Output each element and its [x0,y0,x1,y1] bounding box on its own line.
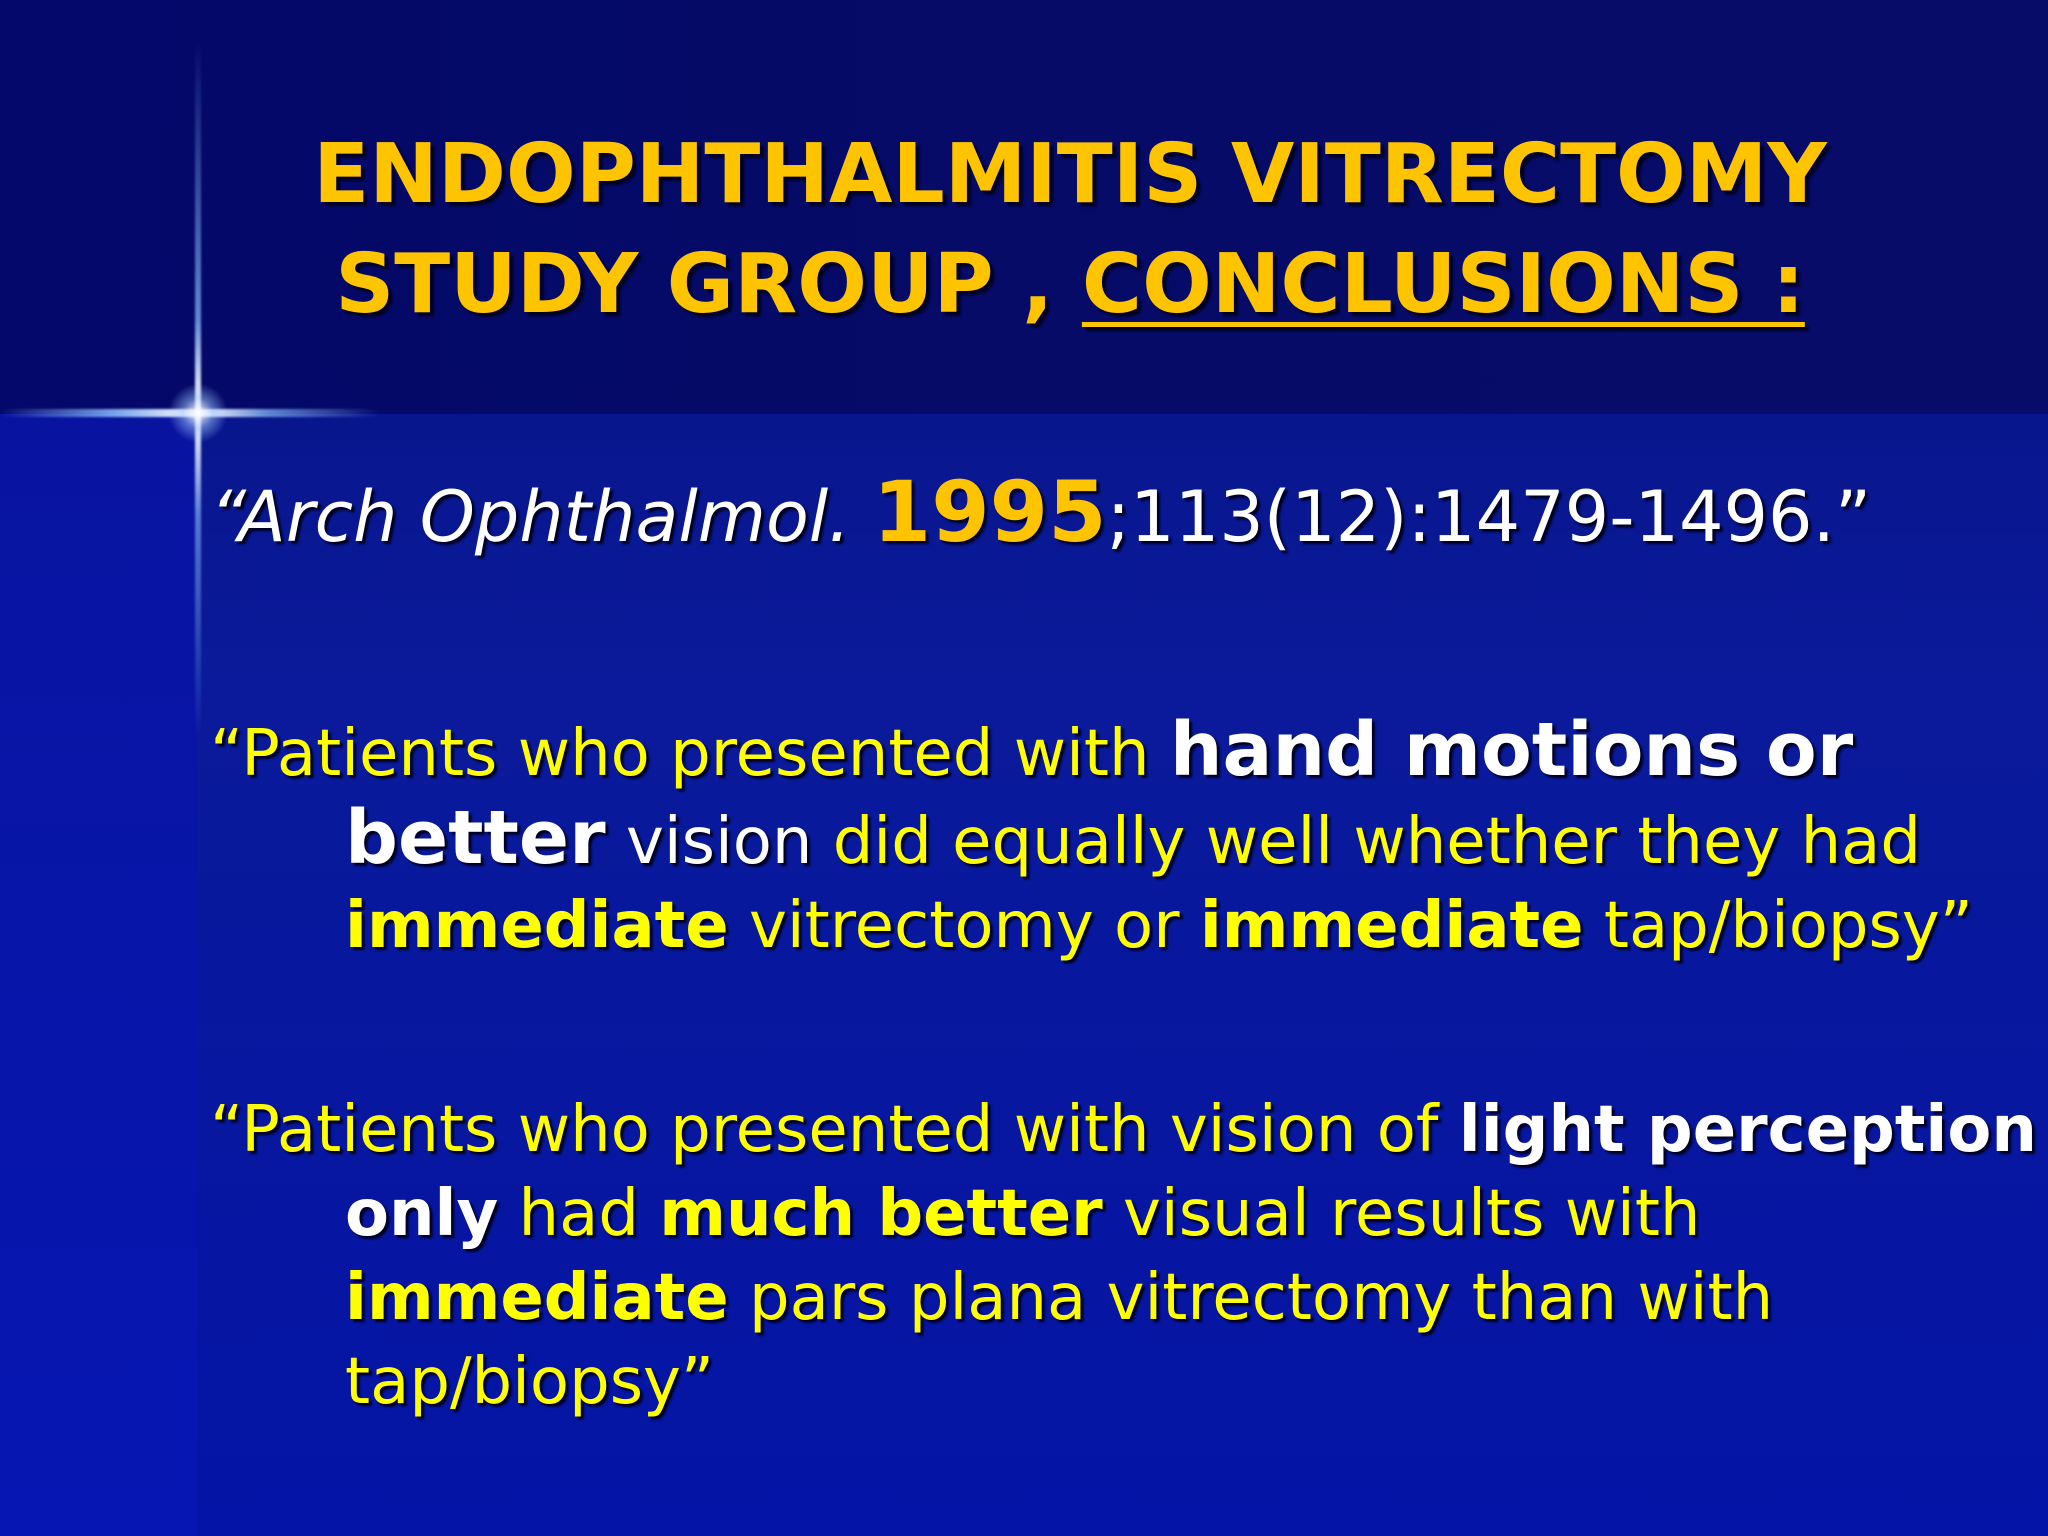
conclusion-1-emphasis: hand motions or [1169,707,1854,793]
conclusion-1-line-3 [210,884,1973,968]
title-line-2-prefix: STUDY GROUP , [335,237,1082,332]
title-line-1: ENDOPHTHALMITIS VITRECTOMY [313,127,1827,222]
conclusion-2-text: visual results with [1102,1177,1701,1251]
conclusion-1-text: tap/biopsy” [1583,889,1973,963]
citation [210,462,1871,567]
conclusion-2-text: had [498,1177,660,1251]
conclusion-2-line-2 [210,1172,1970,1256]
conclusion-1-line-1 [210,708,1970,796]
conclusion-1-text: vision [605,805,813,879]
left-band [0,414,197,1536]
slide-title [220,120,1920,340]
conclusion-2-text: pars plana vitrectomy than with [728,1261,1774,1335]
citation-rest: ;113(12):1479-1496.” [1106,476,1872,558]
citation-journal: Arch Ophthalmol. [237,476,851,558]
conclusion-2-text: “Patients who presented with vision of [210,1093,1459,1167]
conclusion-2-emphasis: much better [659,1177,1103,1251]
conclusion-2-line-1 [210,1088,2037,1172]
conclusion-2-emphasis: only [345,1177,499,1251]
star-glow [168,383,228,443]
conclusion-1-emphasis: better [345,795,606,881]
conclusion-1-emphasis: immediate [1199,889,1584,963]
conclusion-2-text: tap/biopsy” [345,1345,715,1419]
conclusion-2-line-3 [210,1256,1970,1340]
conclusion-1-line-2 [210,796,1970,884]
conclusion-1-text: “Patients who presented with [210,717,1170,791]
conclusion-1-text: did equally well whether they had [812,805,1921,879]
conclusion-1 [210,707,1973,968]
title-line-2 [220,230,1920,340]
conclusion-1-text: vitrectomy or [728,889,1200,963]
citation-year: 1995 [872,463,1107,561]
conclusion-1-emphasis: immediate [345,889,729,963]
conclusion-2-emphasis: immediate [345,1261,729,1335]
conclusion-2 [210,1088,2037,1424]
title-conclusions: CONCLUSIONS : [1081,237,1805,332]
citation-open-quote: “ [210,476,238,558]
conclusion-2-line-4 [210,1340,1970,1424]
conclusion-2-emphasis: light perception [1458,1093,2037,1167]
